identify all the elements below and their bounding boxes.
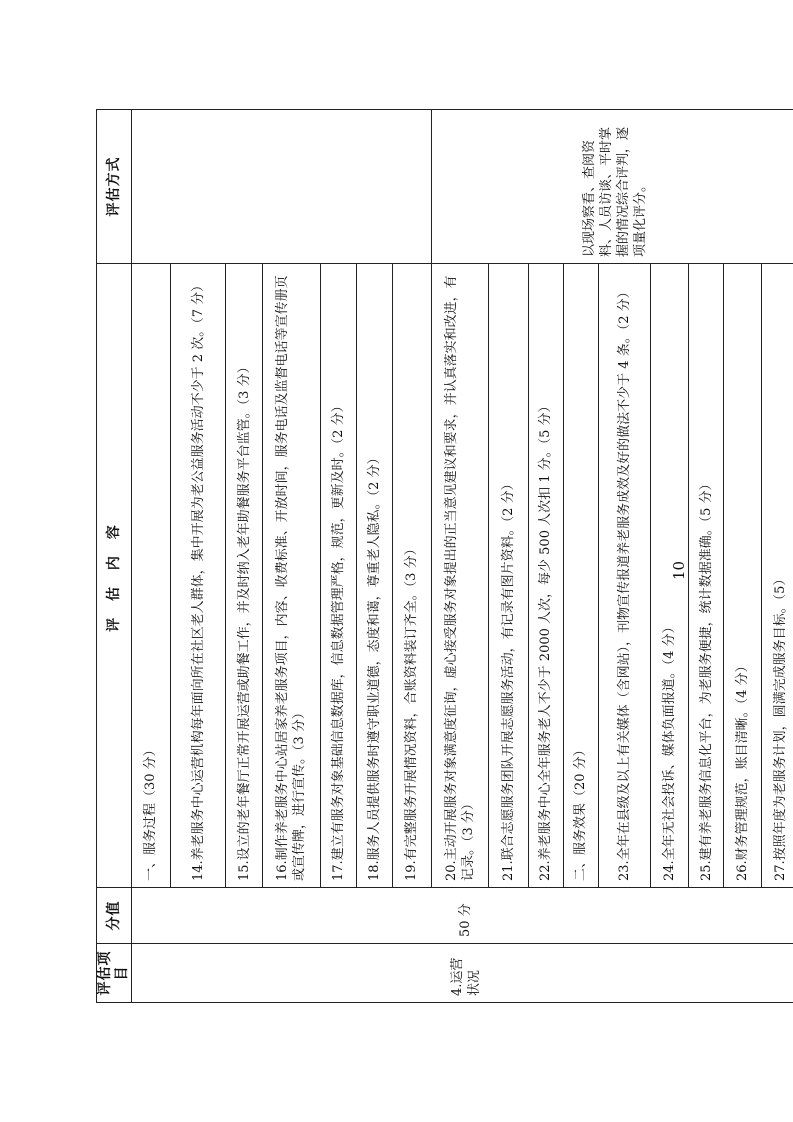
content-cell: 17.建立有服务对象基础信息数据库，信息数据管理严格，规范，更新及时。（2 分） (320, 264, 357, 888)
content-cell: 24.全年无社会投诉、媒体负面报道。（4 分） (651, 264, 689, 888)
method-cell: 以现场察看、查阅资料、人员访谈、平时掌握的情况综合评判，逐项量化评分。 (431, 110, 793, 264)
content-cell: 16.制作养老服务中心站居家养老服务项目，内容、收费标准、开放时间，服务电话及监督电话等宣传册页或宣传牌，进行宣传。（3 分） (262, 264, 320, 888)
content-cell: 23.全年在县级及以上有关媒体（含网站），刊物宣传报道养老服务成效及好的做法不少于 4 条。（2 分） (599, 264, 651, 888)
header-score: 分值 (97, 888, 132, 944)
content-cell: 21.联合志愿服务团队开展志愿服务活动，有记录有图片资料。（2 分） (489, 264, 529, 888)
content-cell: 15.设立的老年餐厅正常开展运营或助餐工作，并及时纳入老年助餐服务平台监管。（3 分） (226, 264, 263, 888)
content-cell: 18.服务人员提供服务时遵守职业道德，态度和蔼，尊重老人隐私。（2 分） (357, 264, 393, 888)
content-cell: 26.财务管理规范，账目清晰。（4 分） (724, 264, 762, 888)
table-row (431, 110, 489, 1003)
evaluation-table (96, 109, 793, 1003)
project-cell: 4.运营状况 (132, 944, 793, 1003)
content-cell: 25.建有养老服务信息化平台，为老服务便捷，统计数据准确。（5 分） (688, 264, 724, 888)
header-project: 评估项目 (97, 944, 132, 1003)
content-cell: 14.养老服务中心运营机构每年面向所在社区老人群体，集中开展为老公益服务活动不少于 2 次。（7 分） (170, 264, 225, 888)
score-cell: 50 分 (132, 888, 793, 944)
content-cell: 27.按照年度为老服务计划，圆满完成服务目标。（5） (762, 264, 793, 888)
section-heading: 一、服务过程（30 分） (132, 264, 171, 888)
content-cell: 20.主动开展服务对象满意度征询，虚心接受服务对象提出的正当意见建议和要求，并认真落实和改进，有记录。（3 分） (431, 264, 489, 888)
page-number: 10 (670, 560, 688, 580)
content-cell: 19.有完整服务开展情况资料，合账资料装订齐全。（3 分） (392, 264, 431, 888)
section-heading: 二、服务效果（20 分） (563, 264, 599, 888)
header-content: 评 估 内 容 (97, 264, 132, 888)
header-method: 评估方式 (97, 110, 132, 264)
method-cell-empty (132, 110, 432, 264)
header-row (97, 110, 132, 1003)
table-row (132, 110, 171, 1003)
content-cell: 22.养老服务中心全年服务老人不少于 2000 人次，每少 500 人次扣 1 分。（5 分） (529, 264, 563, 888)
